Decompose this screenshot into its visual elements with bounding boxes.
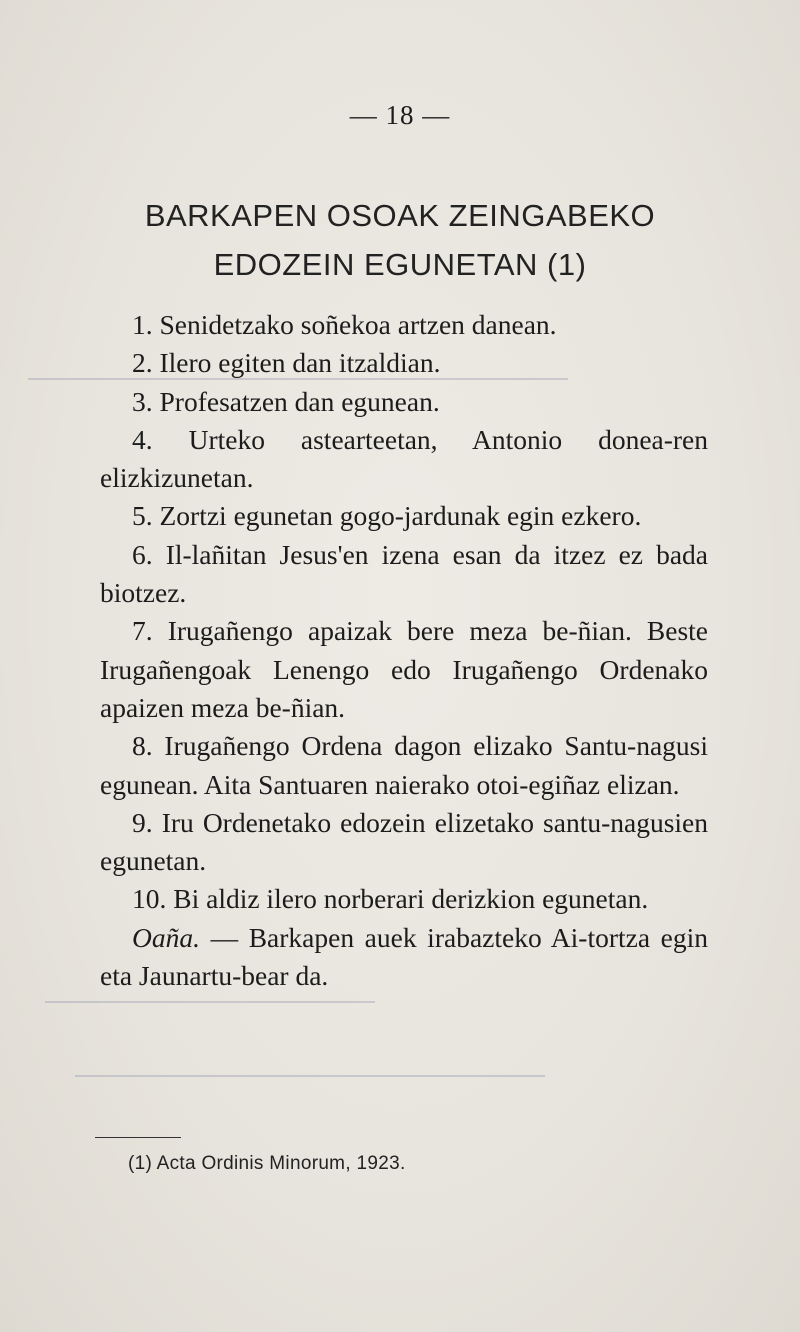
list-item: 5. Zortzi egunetan gogo-jardunak egin ezkero. (132, 500, 642, 532)
note-paragraph (100, 919, 708, 996)
list-item: 7. Irugañengo apaizak bere meza be-ñian. Beste Irugañengoak Lenengo edo Irugañengo Ordenako apaizen meza be-ñian. (100, 615, 708, 723)
list-item: 4. Urteko astearteetan, Antonio donea-ren elizkizunetan. (100, 423, 708, 494)
note-text: — Barkapen auek irabazteko Ai-tortza egin eta Jaunartu-bear da. (100, 921, 708, 992)
title-line-1: BARKAPEN OSOAK ZEINGABEKO (144, 198, 656, 233)
list-item: 10. Bi aldiz ilero norberari derizkion egunetan. (132, 883, 649, 915)
pencil-mark (45, 1001, 375, 1003)
list-item: 8. Irugañengo Ordena dagon elizako Santu-nagusi egunean. Aita Santuaren naierako otoi-egiñaz elizan. (100, 730, 708, 800)
title-line-2: EDOZEIN EGUNETAN (1) (213, 247, 587, 282)
list-item: 2. Ilero egiten dan itzaldian. (132, 347, 441, 379)
indulgence-list (100, 306, 708, 995)
list-item: 9. Iru Ordenetako edozein elizetako santu-nagusien egunetan. (100, 806, 708, 877)
list-item: 6. Il-lañitan Jesus'en izena esan da itzez ez bada biotzez. (100, 538, 708, 609)
footnote-divider (95, 1137, 181, 1138)
pencil-mark (28, 378, 568, 380)
list-item: 3. Profesatzen dan egunean. (132, 385, 440, 417)
pencil-mark (75, 1075, 545, 1077)
note-label: Oaña. (132, 921, 200, 953)
list-item: 1. Senidetzako soñekoa artzen danean. (132, 309, 557, 340)
footnote: (1) Acta Ordinis Minorum, 1923. (128, 1153, 406, 1174)
page-number: — 18 — (349, 100, 451, 130)
